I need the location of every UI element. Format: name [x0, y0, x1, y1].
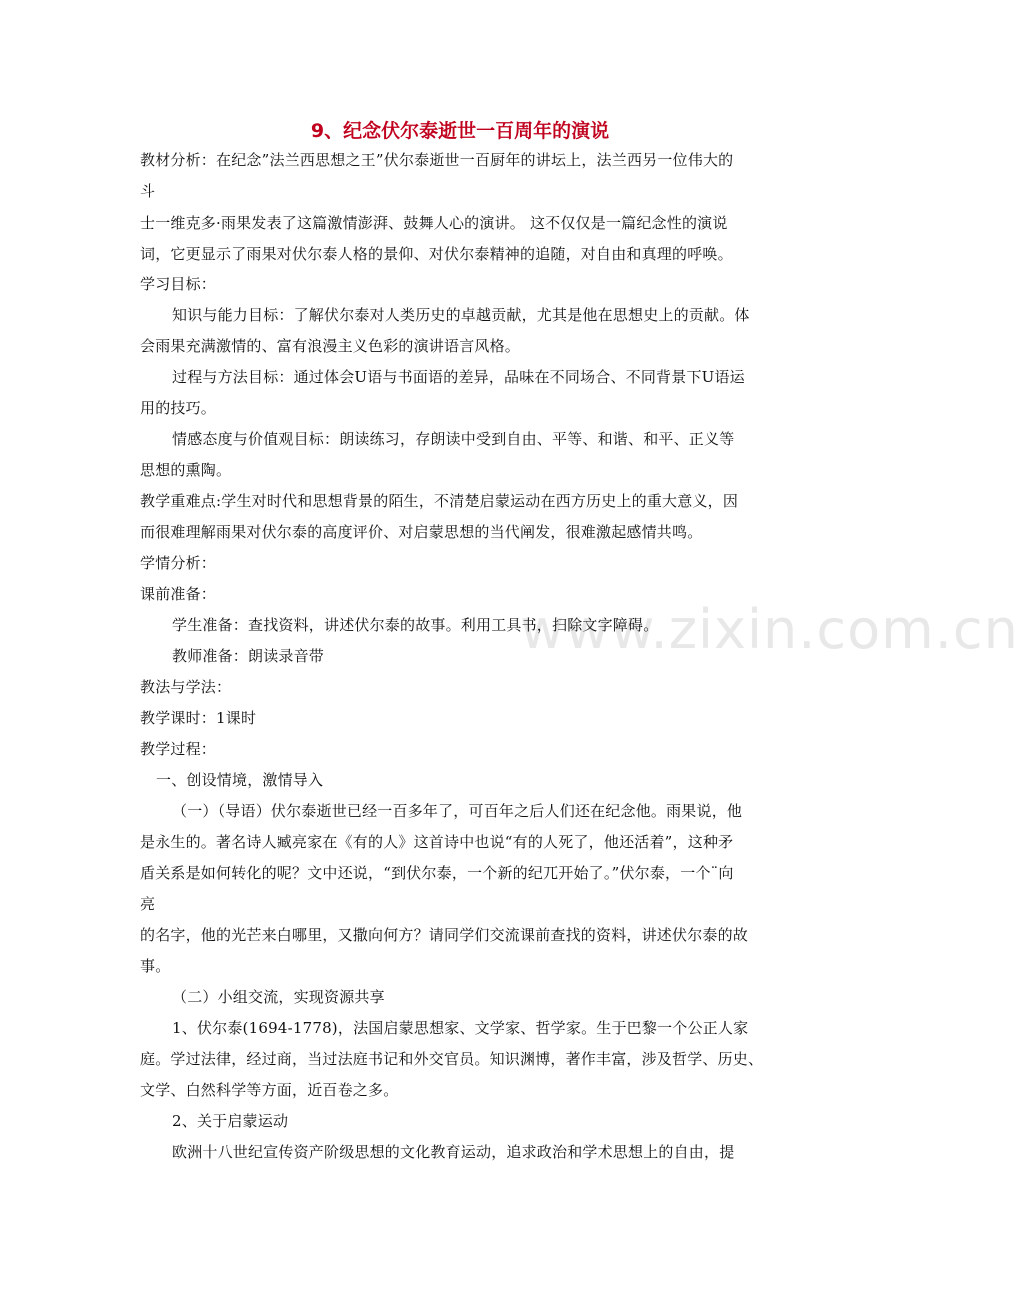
text-line: 思想的熏陶。	[140, 461, 232, 479]
text-line: 学习目标：	[140, 275, 217, 293]
text-line: 过程与方法目标：通过体会U语与书面语的差异，品味在不同场合、不同背景下U语运	[172, 368, 745, 386]
text-line: 学生准备：查找资料，讲述伏尔泰的故事。利用工具书，扫除文字障碍。	[172, 616, 659, 634]
text-line: 情感态度与价值观目标：朗读练习，存朗读中受到自由、平等、和谐、和平、正义等	[172, 430, 735, 448]
watermark: www.zixin.com.cn	[520, 598, 1019, 661]
text-line: 用的技巧。	[140, 399, 217, 417]
text-line: 教学过程：	[140, 740, 217, 758]
text-line: 课前准备：	[140, 585, 217, 603]
document-title: 9、纪念伏尔泰逝世一百周年的演说	[310, 120, 610, 142]
text-line: 斗	[140, 182, 156, 200]
text-line: 一、创设情境，激情导入	[156, 771, 324, 789]
text-line: 教材分析：在纪念”法兰西思想之王”伏尔泰逝世一百厨年的讲坛上，法兰西另一位伟大的	[140, 151, 734, 169]
text-line: 知识与能力目标：了解伏尔泰对人类历史的卓越贡献，尤其是他在思想史上的贡献。体	[172, 306, 750, 324]
text-line: 教师准备：朗读录音带	[172, 647, 325, 665]
text-line: 2、关于启蒙运动	[172, 1112, 289, 1130]
text-line: 庭。学过法律，经过商，当过法庭书记和外交官员。知识渊博，著作丰富，涉及哲学、历史、	[140, 1050, 764, 1068]
text-line: 士一维克多·雨果发表了这篇激情澎湃、鼓舞人心的演讲。 这不仅仅是一篇纪念性的演说	[140, 214, 728, 232]
text-line: 教法与学法：	[140, 678, 232, 696]
text-line: （二）小组交流，实现资源共享	[172, 988, 385, 1006]
text-line: 教学课时：1课时	[140, 709, 257, 727]
text-line: 是永生的。著名诗人臧亮家在《有的人》这首诗中也说“有的人死了，他还活着”，这种矛	[140, 833, 734, 851]
text-line: 盾关系是如何转化的呢？文中还说，“到伏尔泰，一个新的纪兀开始了。”伏尔泰，一个¨向	[140, 864, 734, 882]
text-line: 会雨果充满激情的、富有浪漫主义色彩的演讲语言风格。	[140, 337, 521, 355]
text-line: 事。	[140, 957, 171, 975]
text-line: 欧洲十八世纪宣传资产阶级思想的文化教育运动，追求政治和学术思想上的自由，提	[172, 1143, 735, 1161]
text-line: 的名字，他的光芒来白哪里，又撒向何方？请同学们交流课前查找的资料，讲述伏尔泰的故	[140, 926, 749, 944]
text-line: 而很难理解雨果对伏尔泰的高度评价、对启蒙思想的当代阐发，很难激起感情共鸣。	[140, 523, 703, 541]
text-line: 学情分析：	[140, 554, 217, 572]
text-line: 1、伏尔泰(1694-1778)，法国启蒙思想家、文学家、哲学家。生于巴黎一个公正人家	[172, 1019, 749, 1037]
text-line: 教学重难点:学生对时代和思想背景的陌生，不清楚启蒙运动在西方历史上的重大意义，因	[140, 492, 739, 510]
text-line: 词，它更显示了雨果对伏尔泰人格的景仰、对伏尔泰精神的追随，对自由和真理的呼唤。	[140, 245, 733, 263]
text-line: （一）（导语）伏尔泰逝世已经一百多年了，可百年之后人们还在纪念他。雨果说，他	[172, 802, 743, 820]
text-line: 文学、白然科学等方面，近百卷之多。	[140, 1081, 399, 1099]
text-line: 亮	[140, 895, 156, 913]
